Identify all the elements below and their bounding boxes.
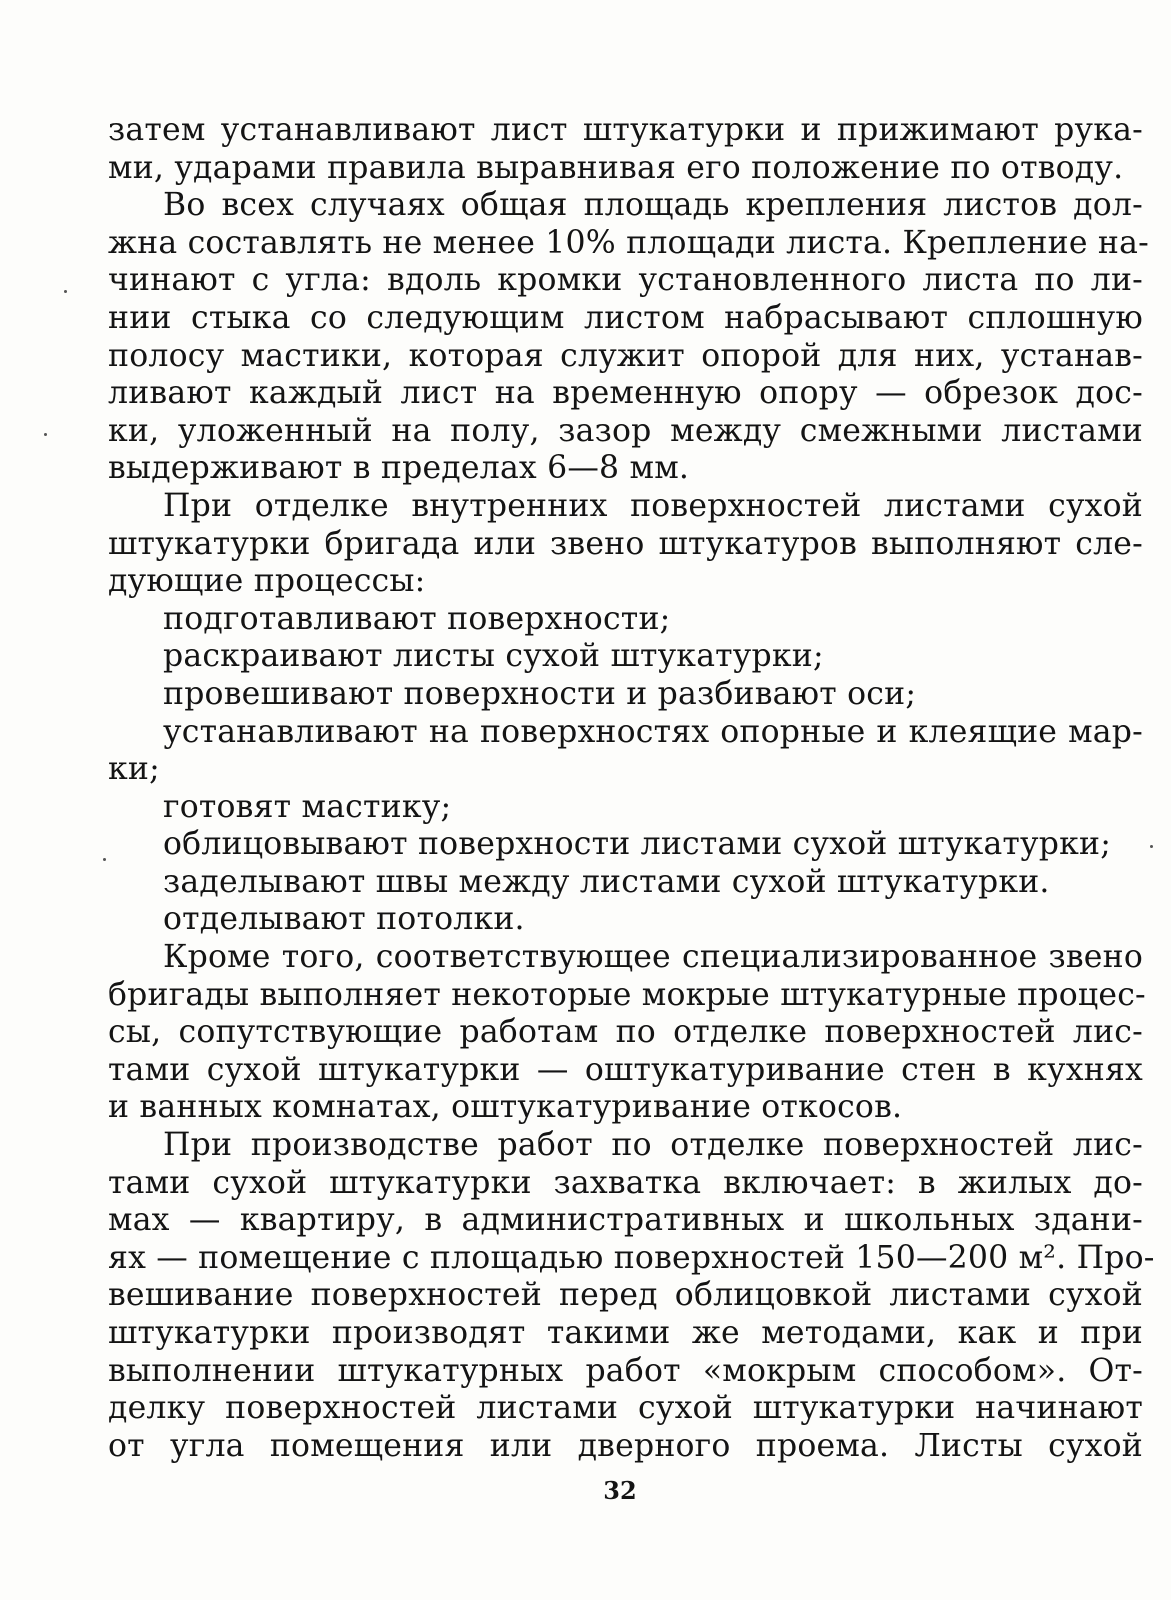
text-line: ки, уложенный на полу, зазор между смежными листами xyxy=(108,412,1143,449)
list-item: устанавливают на поверхностях опорные и клеящие мар- xyxy=(163,713,1143,750)
text-line: выполнении штукатурных работ «мокрым способом». От- xyxy=(108,1352,1143,1389)
text-line: делку поверхностей листами сухой штукатурки начинают xyxy=(108,1390,1143,1427)
text-line: штукатурки бригада или звено штукатуров выполняют сле- xyxy=(108,525,1143,562)
text-line: При производстве работ по отделке поверхностей лис- xyxy=(163,1127,1143,1164)
print-speck xyxy=(1150,845,1153,848)
list-item: провешивают поверхности и разбивают оси; xyxy=(163,675,917,712)
text-line: сы, сопутствующие работам по отделке поверхностей лис- xyxy=(108,1014,1143,1051)
text-line: затем устанавливают лист штукатурки и прижимают рука- xyxy=(108,112,1143,148)
print-speck xyxy=(64,290,67,293)
list-item: готовят мастику; xyxy=(163,788,452,825)
text-line: жна составлять не менее 10% площади листа. Крепление на- xyxy=(108,224,1149,261)
text-line: от угла помещения или дверного проема. Листы сухой xyxy=(108,1427,1143,1464)
text-line: тами сухой штукатурки — оштукатуривание стен в кухнях xyxy=(108,1051,1143,1088)
text-line: При отделке внутренних поверхностей листами сухой xyxy=(163,487,1143,524)
text-line: вешивание поверхностей перед облицовкой листами сухой xyxy=(108,1277,1143,1314)
list-item: раскраивают листы сухой штукатурки; xyxy=(163,638,824,675)
body-text xyxy=(108,112,1155,1465)
text-line: дующие процессы: xyxy=(108,563,426,600)
text-line: и ванных комнатах, оштукатуривание откосов. xyxy=(108,1089,903,1126)
print-speck xyxy=(103,858,106,861)
list-item: облицовывают поверхности листами сухой штукатурки; xyxy=(163,826,1112,863)
text-line: ми, ударами правила выравнивая его положение по отводу. xyxy=(108,149,1124,186)
text-line: выдерживают в пределах 6—8 мм. xyxy=(108,450,690,487)
text-line: полосу мастики, которая служит опорой для них, устанав- xyxy=(108,337,1143,374)
list-item: отделывают потолки. xyxy=(163,901,525,938)
text-line: тами сухой штукатурки захватка включает: в жилых до- xyxy=(108,1164,1143,1201)
list-item: подготавливают поверхности; xyxy=(163,600,671,637)
text-line: штукатурки производят такими же методами, как и при xyxy=(108,1315,1143,1351)
text-line: ливают каждый лист на временную опору — обрезок дос- xyxy=(108,375,1143,412)
text-line: чинают с угла: вдоль кромки установленного листа по ли- xyxy=(108,262,1143,299)
text-line: Кроме того, соответствующее специализированное звено xyxy=(163,939,1143,976)
text-line: ях — помещение с площадью поверхностей 150—200 м². Про- xyxy=(108,1239,1155,1276)
text-line: мах — квартиру, в административных и школьных здани- xyxy=(108,1202,1143,1239)
page-number: 32 xyxy=(603,1476,637,1505)
text-line: нии стыка со следующим листом набрасывают сплошную xyxy=(108,299,1143,336)
text-line: Во всех случаях общая площадь крепления листов дол- xyxy=(163,187,1143,224)
list-item: заделывают швы между листами сухой штукатурки. xyxy=(163,863,1050,900)
text-line: ки; xyxy=(108,751,160,788)
print-speck xyxy=(44,433,47,436)
text-line: бригады выполняет некоторые мокрые штукатурные процес- xyxy=(108,976,1146,1013)
